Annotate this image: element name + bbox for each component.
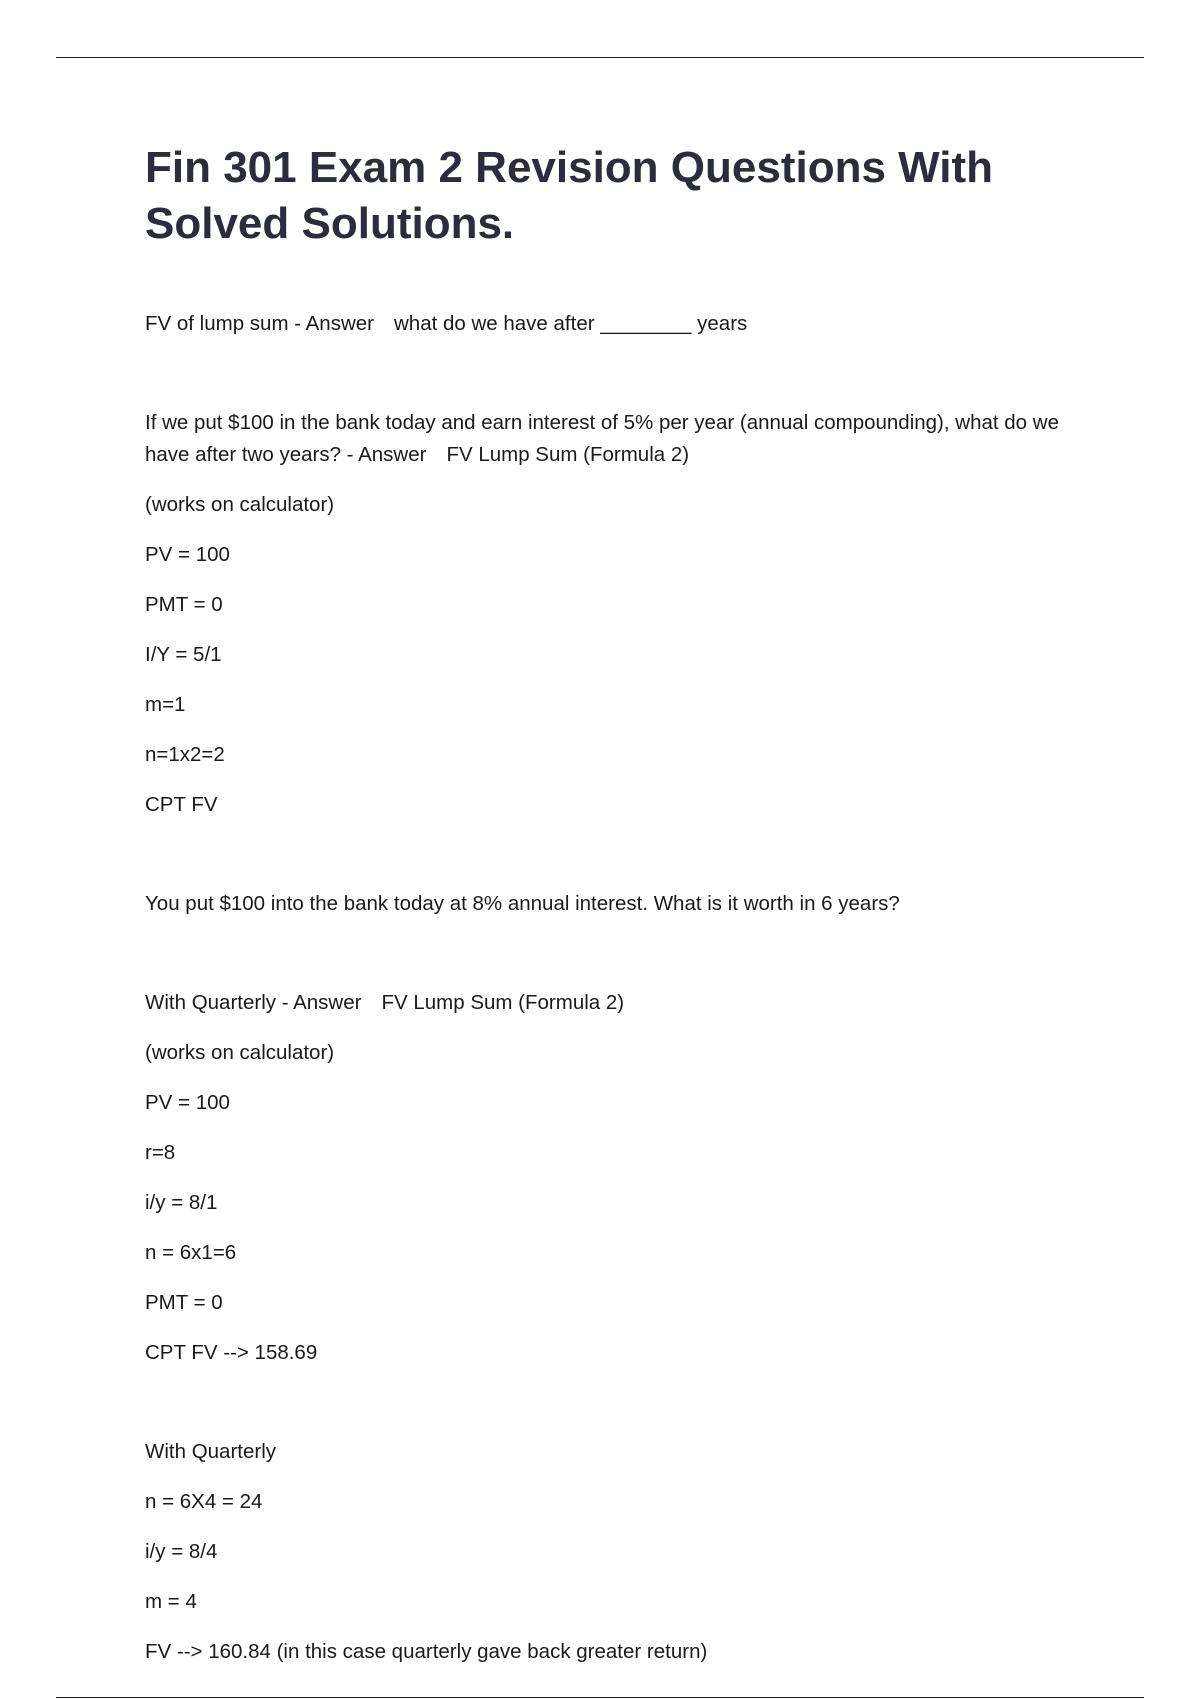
qa-block [145, 1436, 1085, 1668]
answer-line [145, 1087, 1085, 1119]
line-text: n = 6X4 = 24 [145, 1490, 263, 1513]
line-text: CPT FV --> 158.69 [145, 1341, 318, 1364]
answer-line [145, 1287, 1085, 1319]
answer-line [145, 1586, 1085, 1618]
qa-block [145, 407, 1085, 821]
question-line [145, 308, 1085, 340]
line-text: PV = 100 [145, 543, 230, 566]
line-text: r=8 [145, 1141, 176, 1164]
answer-line [145, 1137, 1085, 1169]
answer-text: what do we have after ________ years [393, 312, 748, 335]
top-rule [56, 57, 1144, 58]
line-text: n=1x2=2 [145, 743, 225, 766]
qa-block [145, 888, 1085, 920]
answer-line [145, 1536, 1085, 1568]
line-text: With Quarterly [145, 1440, 276, 1463]
document-title: Fin 301 Exam 2 Revision Questions With Solved Solutions. [145, 143, 994, 248]
answer-line [145, 589, 1085, 621]
question-line [145, 987, 1085, 1019]
answer-line [145, 1037, 1085, 1069]
line-text: FV of lump sum - Answer [145, 312, 374, 335]
answer-line [145, 639, 1085, 671]
answer-line [145, 1187, 1085, 1219]
line-text: m = 4 [145, 1590, 197, 1613]
line-text: i/y = 8/1 [145, 1191, 218, 1214]
answer-line [145, 789, 1085, 821]
document-body [145, 140, 1085, 1668]
answer-line [145, 1237, 1085, 1269]
answer-line [145, 689, 1085, 721]
answer-line [145, 489, 1085, 521]
line-text: PMT = 0 [145, 593, 223, 616]
line-text: m=1 [145, 693, 186, 716]
question-line [145, 1436, 1085, 1468]
line-text: CPT FV [145, 793, 218, 816]
answer-line [145, 739, 1085, 771]
answer-text: FV Lump Sum (Formula 2) [381, 991, 625, 1014]
line-text: If we put $100 in the bank today and earn interest of 5% per year (annual compounding), what do we have after two years? - Answer [145, 411, 1065, 466]
line-text: With Quarterly - Answer [145, 991, 362, 1014]
line-text: PMT = 0 [145, 1291, 223, 1314]
answer-line [145, 1636, 1085, 1668]
line-text: (works on calculator) [145, 1041, 335, 1064]
answer-line [145, 1486, 1085, 1518]
qa-blocks [145, 308, 1085, 1668]
qa-block [145, 987, 1085, 1369]
line-text: n = 6x1=6 [145, 1241, 237, 1264]
line-text: PV = 100 [145, 1091, 230, 1114]
answer-text: FV Lump Sum (Formula 2) [446, 443, 690, 466]
line-text: I/Y = 5/1 [145, 643, 222, 666]
line-text: (works on calculator) [145, 493, 335, 516]
qa-block [145, 308, 1085, 340]
question-line [145, 407, 1085, 471]
line-text: i/y = 8/4 [145, 1540, 218, 1563]
bottom-rule [56, 1697, 1144, 1698]
answer-line [145, 1337, 1085, 1369]
question-line [145, 888, 1085, 920]
answer-line [145, 539, 1085, 571]
line-text: You put $100 into the bank today at 8% annual interest. What is it worth in 6 years? [145, 892, 900, 915]
line-text: FV --> 160.84 (in this case quarterly gave back greater return) [145, 1640, 708, 1663]
